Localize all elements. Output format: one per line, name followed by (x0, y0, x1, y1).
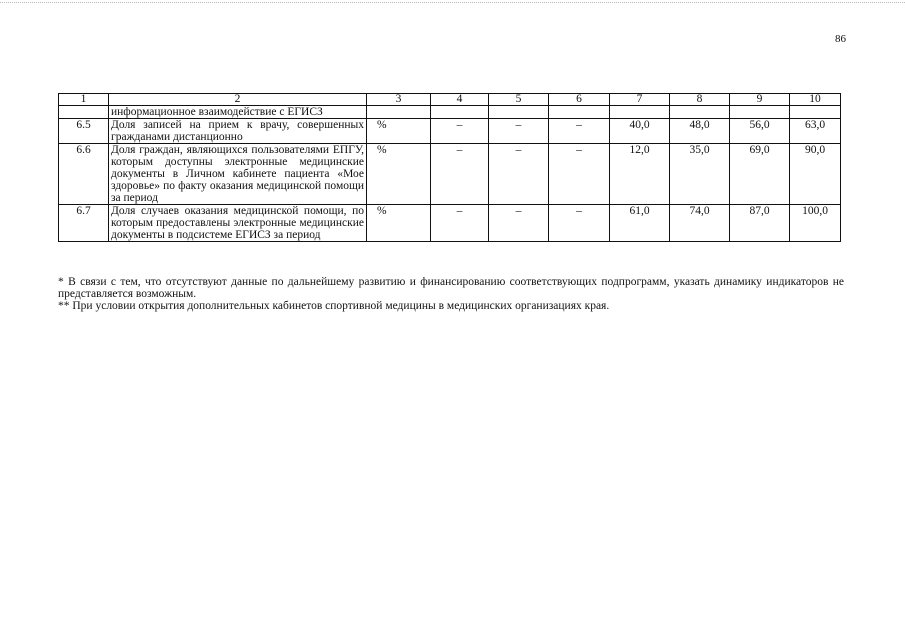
value-cell (730, 106, 790, 119)
header-cell: 1 (59, 94, 109, 106)
value-cell: – (431, 144, 489, 205)
header-cell: 10 (790, 94, 841, 106)
row-number (59, 106, 109, 119)
table-row (59, 106, 841, 119)
row-number: 6.7 (59, 205, 109, 242)
value-cell: – (489, 119, 549, 144)
value-cell: 74,0 (670, 205, 730, 242)
footnotes (58, 276, 844, 312)
header-cell: 9 (730, 94, 790, 106)
header-cell: 2 (109, 94, 367, 106)
unit-cell: % (367, 119, 431, 144)
indicator-name: Доля случаев оказания медицинской помощи, по которым предоставлены электронные медицинские документы в подсистеме ЕГИСЗ за период (109, 205, 367, 242)
value-cell: – (489, 144, 549, 205)
indicator-name: Доля записей на прием к врачу, совершенных гражданами дистанционно (109, 119, 367, 144)
unit-cell (367, 106, 431, 119)
table-row (59, 205, 841, 242)
value-cell: 61,0 (610, 205, 670, 242)
value-cell (610, 106, 670, 119)
header-cell: 6 (549, 94, 610, 106)
header-cell: 3 (367, 94, 431, 106)
footnote-1: * В связи с тем, что отсутствуют данные по дальнейшему развитию и финансированию соответствующих подпрограмм, указать динамику индикаторов не представляется возможным. (58, 276, 844, 300)
row-number: 6.5 (59, 119, 109, 144)
value-cell (489, 106, 549, 119)
header-cell: 5 (489, 94, 549, 106)
value-cell (431, 106, 489, 119)
unit-cell: % (367, 205, 431, 242)
indicator-name: информационное взаимодействие с ЕГИСЗ (109, 106, 367, 119)
value-cell: 90,0 (790, 144, 841, 205)
value-cell: 35,0 (670, 144, 730, 205)
header-cell: 8 (670, 94, 730, 106)
table-row (59, 119, 841, 144)
value-cell: – (431, 119, 489, 144)
scan-edge-line (0, 2, 905, 4)
header-cell: 7 (610, 94, 670, 106)
value-cell: – (549, 119, 610, 144)
value-cell: 69,0 (730, 144, 790, 205)
value-cell (790, 106, 841, 119)
footnote-2: ** При условии открытия дополнительных кабинетов спортивной медицины в медицинских организациях края. (58, 300, 610, 312)
page-number: 86 (835, 33, 846, 45)
value-cell (549, 106, 610, 119)
value-cell: – (549, 144, 610, 205)
value-cell: 63,0 (790, 119, 841, 144)
value-cell: 87,0 (730, 205, 790, 242)
value-cell: 48,0 (670, 119, 730, 144)
value-cell: 40,0 (610, 119, 670, 144)
unit-cell: % (367, 144, 431, 205)
table-header-row (59, 94, 841, 106)
indicators-table (58, 93, 841, 242)
value-cell: 12,0 (610, 144, 670, 205)
value-cell: 100,0 (790, 205, 841, 242)
value-cell: 56,0 (730, 119, 790, 144)
value-cell: – (431, 205, 489, 242)
indicator-name: Доля граждан, являющихся пользователями ЕПГУ, которым доступны электронные медицинские документы в Личном кабинете пациента «Мое здоровье» по факту оказания медицинской помощи за период (109, 144, 367, 205)
header-cell: 4 (431, 94, 489, 106)
table-row (59, 144, 841, 205)
value-cell (670, 106, 730, 119)
value-cell: – (549, 205, 610, 242)
value-cell: – (489, 205, 549, 242)
row-number: 6.6 (59, 144, 109, 205)
